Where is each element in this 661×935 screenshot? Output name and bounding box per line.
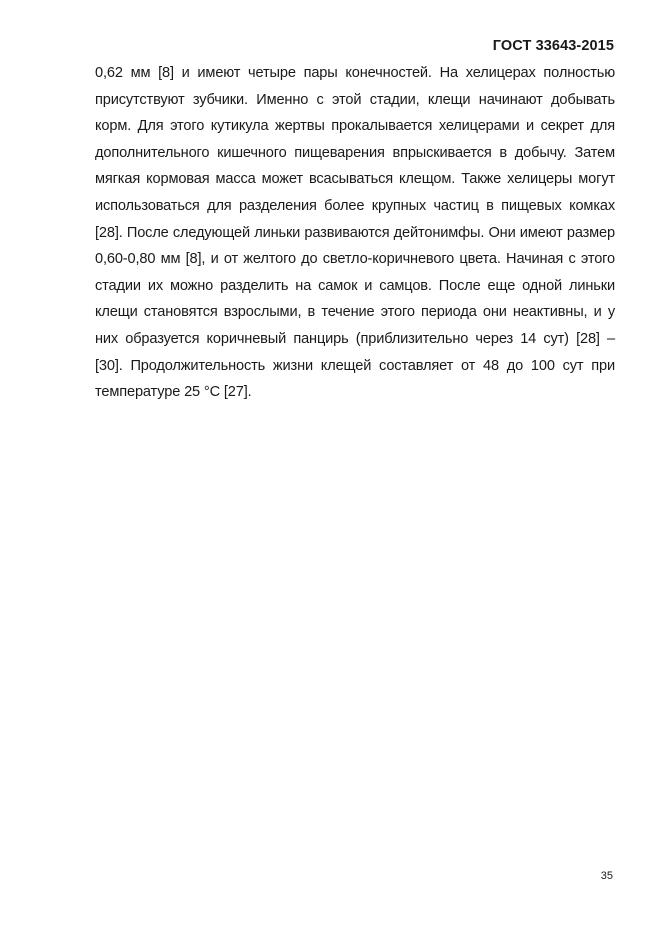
page-number: 35 <box>600 870 613 882</box>
body-paragraph: 0,62 мм [8] и имеют четыре пары конечностей. На хелицерах полностью присутствуют зубчики. Именно с этой стадии, клещи начинают добывать корм. Для этого кутикула жертвы прокалывается хелицерами и секрет для дополнительного кишечного пищеварения впрыскивается в добычу. Затем мягкая кормовая масса может всасываться клещом. Также хелицеры могут использоваться для разделения более крупных частиц в пищевых комках [28]. После следующей линьки развиваются дейтонимфы. Они имеют размер 0,60-0,80 мм [8], и от желтого до светло-коричневого цвета. Начиная с этого стадии их можно разделить на самок и самцов. После еще одной линьки клещи становятся взрослыми, в течение этого периода они неактивны, и у них образуется коричневый панцирь (приблизительно через 14 сут) [28] – [30]. Продолжительность жизни клещей составляет от 48 до 100 сут при температуре 25 °C [27]. <box>95 65 615 401</box>
document-code-header: ГОСТ 33643-2015 <box>492 38 614 54</box>
